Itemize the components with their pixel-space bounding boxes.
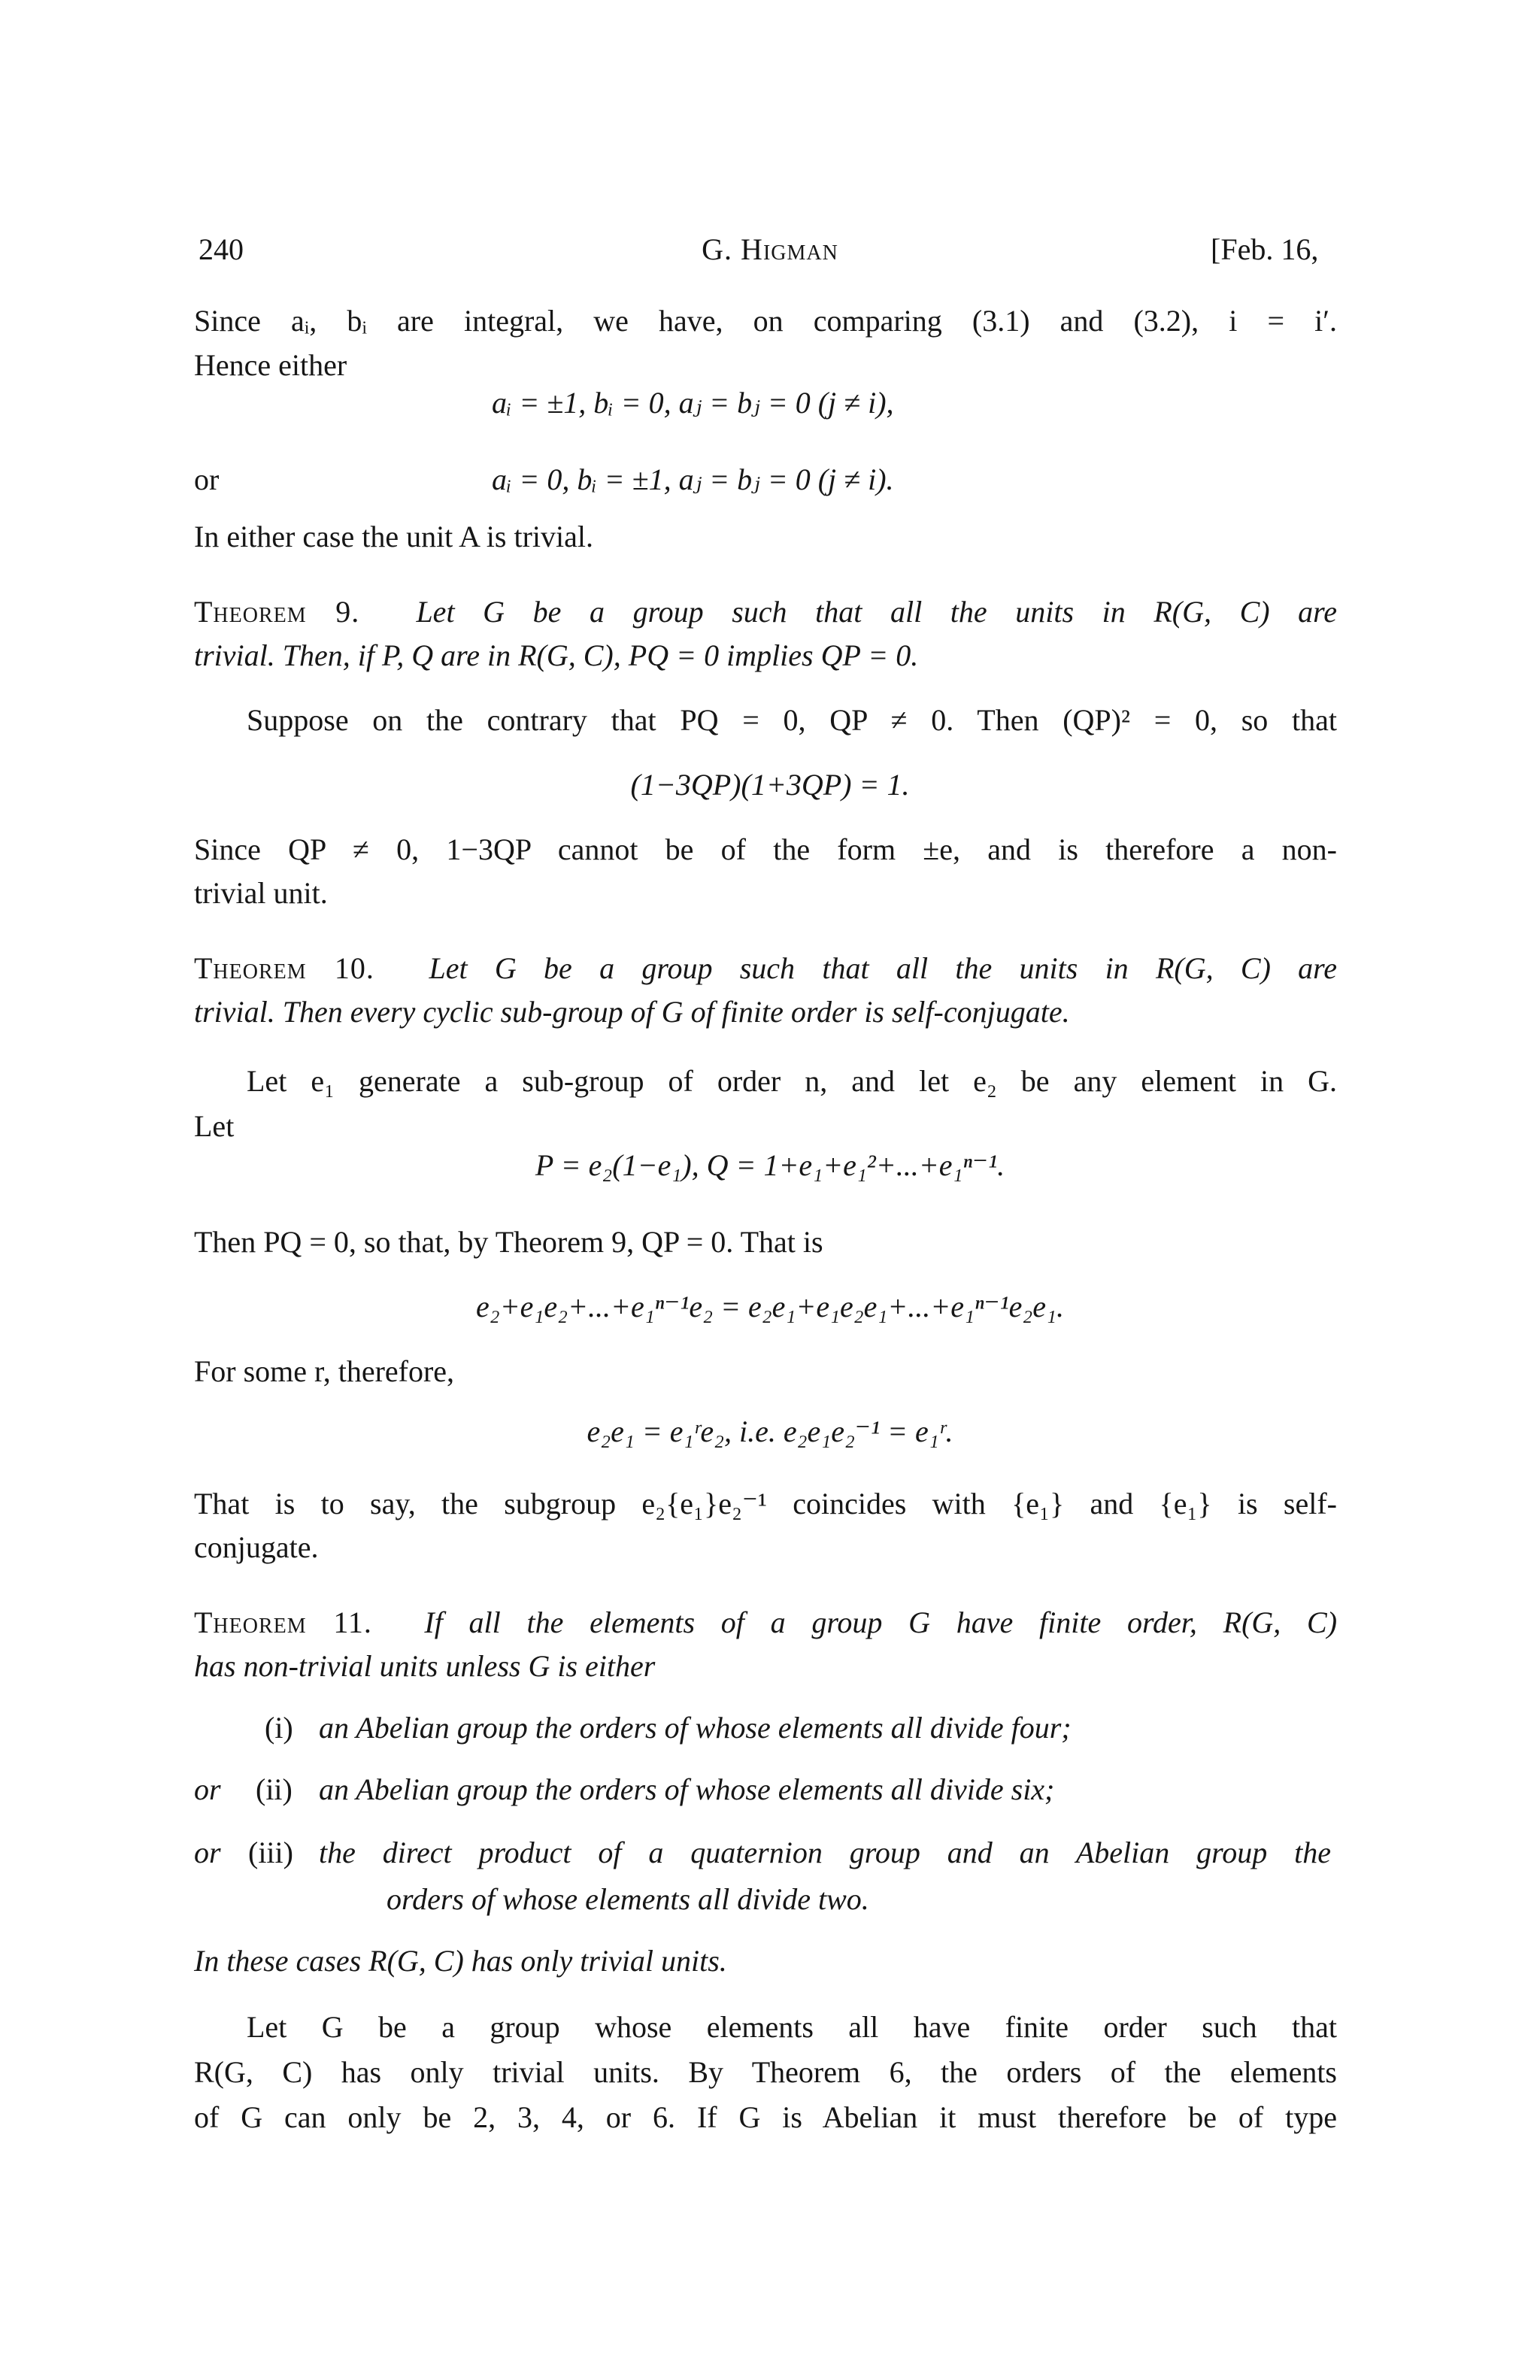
theorem-text: In these cases R(G, C) has only trivial units. (194, 1944, 727, 1978)
theorem-10-line (194, 950, 1337, 987)
paragraph-line: Let G be a group whose elements all have finite order such that (247, 2010, 1337, 2044)
list-item-prefix: or (194, 1772, 221, 1806)
list-item-text: an Abelian group the orders of whose elements all divide four; (319, 1711, 1072, 1745)
theorem-text: has non-trivial units unless G is either (194, 1649, 656, 1683)
display-equation: (1−3QP)(1+3QP) = 1. (630, 768, 910, 802)
theorem-text: trivial. Then, if P, Q are in R(G, C), PQ = 0 implies QP = 0. (194, 638, 919, 672)
list-item-text: an Abelian group the orders of whose elements all divide six; (319, 1772, 1055, 1806)
theorem-text: Let G be a group such that all the units in R(G, C) are (416, 595, 1338, 629)
list-item-number: (iii) (248, 1836, 293, 1869)
display-equation: aᵢ = ±1, bᵢ = 0, aⱼ = bⱼ = 0 (j ≠ i), (492, 386, 894, 420)
paragraph-line: of G can only be 2, 3, 4, or 6. If G is Abelian it must therefore be of type (194, 2100, 1337, 2134)
paragraph-line: Hence either (194, 348, 347, 382)
paragraph-line: Let e₁ generate a sub-group of order n, and let e₂ be any element in G. (247, 1064, 1337, 1098)
theorem-text: Let G be a group such that all the units in R(G, C) are (429, 951, 1338, 985)
display-equation: aᵢ = 0, bᵢ = ±1, aⱼ = bⱼ = 0 (j ≠ i). (492, 462, 894, 496)
list-item-number: (i) (265, 1711, 293, 1745)
list-item-prefix: or (194, 1836, 221, 1869)
or-label: or (194, 462, 220, 496)
paragraph-line: R(G, C) has only trivial units. By Theorem 6, the orders of the elements (194, 2055, 1337, 2089)
theorem-label: Theorem 11. (194, 1605, 372, 1639)
paragraph-line: For some r, therefore, (194, 1354, 455, 1388)
display-equation: e₂e₁ = e₁ʳe₂, i.e. e₂e₁e₂⁻¹ = e₁ʳ. (587, 1414, 953, 1448)
theorem-11-line (194, 1605, 1337, 1641)
page-number: 240 (199, 232, 244, 266)
list-item-text: orders of whose elements all divide two. (387, 1882, 869, 1916)
display-equation: P = e₂(1−e₁), Q = 1+e₁+e₁²+...+e₁ⁿ⁻¹. (535, 1148, 1005, 1182)
theorem-label: Theorem 10. (194, 951, 374, 985)
theorem-text: If all the elements of a group G have finite order, R(G, C) (424, 1605, 1338, 1639)
paragraph-line: conjugate. (194, 1530, 319, 1564)
theorem-text: trivial. Then every cyclic sub-group of G of finite order is self-conjugate. (194, 995, 1070, 1029)
running-title: G. Higman (702, 232, 838, 266)
paragraph-line: Let (194, 1109, 235, 1143)
paragraph-line: Since QP ≠ 0, 1−3QP cannot be of the form ±e, and is therefore a non- (194, 832, 1337, 866)
display-equation: e₂+e₁e₂+...+e₁ⁿ⁻¹e₂ = e₂e₁+e₁e₂e₁+...+e₁ⁿ⁻¹e₂e₁. (476, 1290, 1064, 1323)
theorem-9-line (194, 594, 1337, 630)
list-item-text: the direct product of a quaternion group and an Abelian group the (319, 1836, 1331, 1869)
paragraph-line: In either case the unit A is trivial. (194, 520, 593, 553)
header-date: [Feb. 16, (1211, 232, 1319, 266)
paragraph-line: Then PQ = 0, so that, by Theorem 9, QP = 0. That is (194, 1225, 823, 1259)
list-item-number: (ii) (256, 1772, 293, 1806)
paragraph-line: trivial unit. (194, 876, 328, 910)
paragraph-line: That is to say, the subgroup e₂{e₁}e₂⁻¹ coincides with {e₁} and {e₁} is self- (194, 1487, 1337, 1520)
paragraph-line: Since aᵢ, bᵢ are integral, we have, on comparing (3.1) and (3.2), i = i′. (194, 304, 1337, 338)
paragraph-line: Suppose on the contrary that PQ = 0, QP ≠ 0. Then (QP)² = 0, so that (247, 703, 1337, 737)
theorem-label: Theorem 9. (194, 595, 360, 629)
